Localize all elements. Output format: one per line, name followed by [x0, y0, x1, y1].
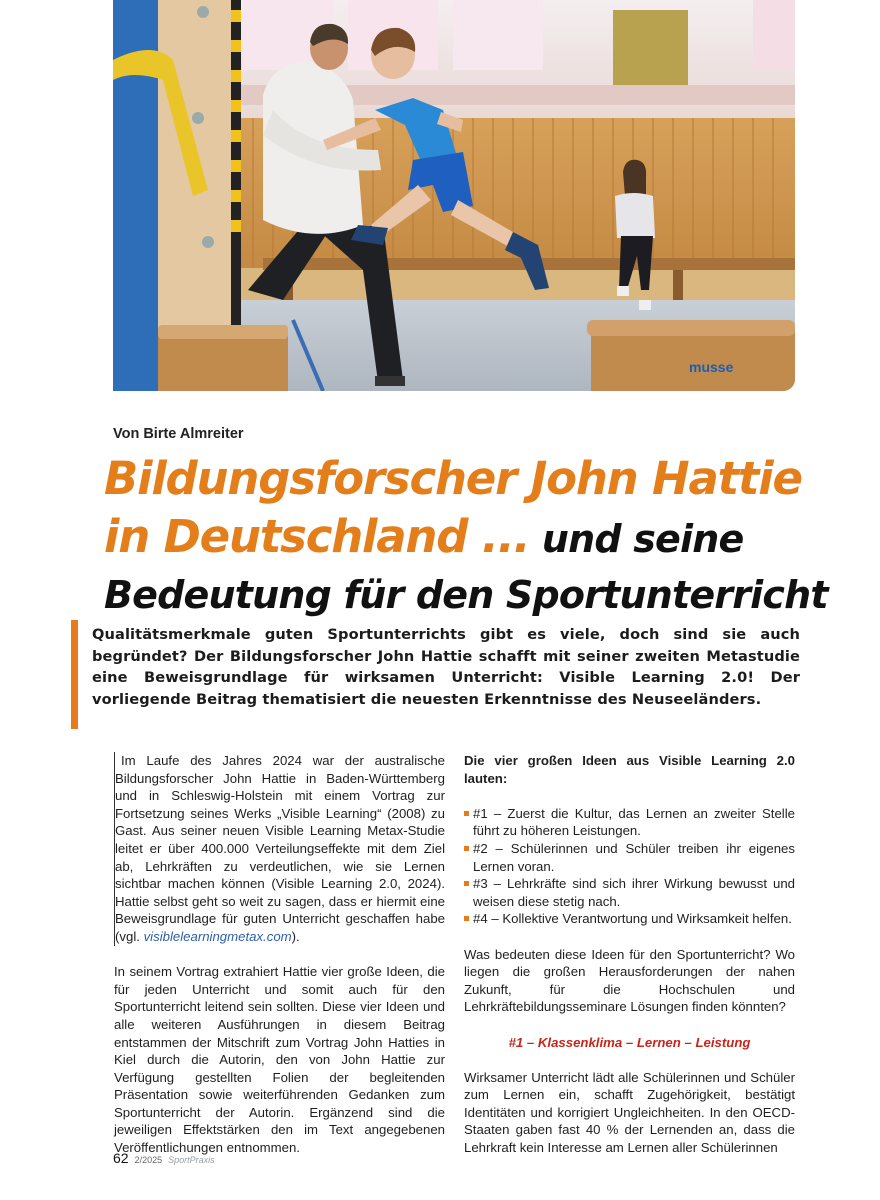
- title-dark-line3: Bedeutung für den Sportunterricht: [104, 573, 828, 617]
- intro-end: ).: [291, 928, 300, 944]
- article-title: [104, 452, 828, 624]
- list-item: #4 – Kollektive Verantwortung und Wirksamkeit helfen.: [464, 910, 795, 928]
- section-heading: #1 – Klassenklima – Lernen – Leistung: [508, 1034, 751, 1050]
- lead-accent-bar: [71, 620, 78, 729]
- bullet-icon: [464, 916, 469, 921]
- ideas-list: [464, 805, 795, 928]
- right-column: [464, 752, 795, 1174]
- title-line-3: [104, 568, 828, 624]
- list-item: #3 – Lehrkräfte sind sich ihrer Wirkung bewusst und weisen diese stetig nach.: [464, 875, 795, 910]
- box-logo-text: musse: [689, 359, 734, 375]
- bullet-icon: [464, 881, 469, 886]
- ideas-heading: Die vier großen Ideen aus Visible Learning 2.0 lauten:: [464, 753, 795, 786]
- magazine-name: SportPraxis: [168, 1155, 215, 1165]
- page-number: 62: [113, 1150, 129, 1166]
- title-line-1: [104, 452, 824, 510]
- issue-number: 2/2025: [134, 1155, 163, 1165]
- hero-photo: [113, 0, 795, 391]
- body-paragraph: In seinem Vortrag extrahiert Hattie vier große Ideen, die für jeden Unterricht und somit auch für den Sportunterricht leitend sein sollten. Diese vier Ideen und alle weiteren Ausführungen in diesem Beitrag entstammen der Mitschrift zum Vortrag John Hatties in Kiel durch die Autorin, den von John Hattie zur Verfügung gestellten Folien der begleitenden Präsentation sowie weiterführenden Gedanken zum Sportunterricht der Autorin. Ergänzend sind die jeweiligen Effektstärken den im Text angegebenen Veröffentlichungen entnommen.: [114, 964, 445, 1156]
- list-item: #2 – Schülerinnen und Schüler treiben ihr eigenes Lernen voran.: [464, 840, 795, 875]
- intro-paragraph: [114, 752, 445, 946]
- left-column: [114, 752, 445, 1174]
- source-link[interactable]: visiblelearningmetax.com: [143, 928, 292, 944]
- gym-jump-illustration: [113, 0, 795, 391]
- title-orange-line2: in Deutschland ...: [104, 510, 530, 563]
- section-paragraph: Wirksamer Unterricht lädt alle Schülerinnen und Schüler zum Lernen ein, schafft Zugehörigkeit, bestätigt Identitäten und korrigiert Ungleichheiten. In den OECD-Staaten gaben fast 40 % der Lernenden an, dass die Lehrkraft kein Interesse am Lernen aller Schülerinnen: [464, 1069, 795, 1156]
- intro-text: Im Laufe des Jahres 2024 war der australische Bildungsforscher John Hattie in Baden-Württemberg und in Schleswig-Holstein mit einem Vortrag zur Fortsetzung seines Werks „Visible Learning“ (2008) zu Gast. Aus seiner neuen Visible Learning Metax-Studie leitet er über 400.000 Verteilungseffekte mit dem Ziel ab, Lehrkräften zu verdeutlichen, wie sie Lernen sichtbar machen können (Visible Learning 2.0, 2024). Hattie selbst geht so weit zu sagen, dass er hiermit eine Beweisgrundlage für guten Unterricht geschaffen habe (vgl.: [115, 753, 445, 944]
- question-paragraph: Was bedeuten diese Ideen für den Sportunterricht? Wo liegen die großen Herausforderungen der nahen Zukunft, für die Hochschulen und Lehrkräftebildungsseminare Lösungen finden könnten?: [464, 946, 795, 1015]
- title-line-2: [104, 510, 824, 568]
- lead-paragraph: Qualitätsmerkmale guten Sportunterrichts gibt es viele, doch sind sie auch begründet? Der Bildungsforscher John Hattie schafft mit seiner zweiten Metastudie eine Beweisgrundlage für wirksamen Unterricht: Visible Learning 2.0! Der vorliegende Beitrag thematisiert die neuesten Erkenntnisse des Neuseeländers.: [92, 626, 800, 708]
- bullet-icon: [464, 811, 469, 816]
- title-orange-line1: Bildungsforscher John Hattie: [104, 452, 802, 505]
- bullet-icon: [464, 846, 469, 851]
- page-footer: [113, 1150, 215, 1166]
- author-byline: Von Birte Almreiter: [113, 426, 244, 442]
- title-dark-part2: und seine: [529, 517, 744, 561]
- list-item: #1 – Zuerst die Kultur, das Lernen an zweiter Stelle führt zu höheren Leistungen.: [464, 805, 795, 840]
